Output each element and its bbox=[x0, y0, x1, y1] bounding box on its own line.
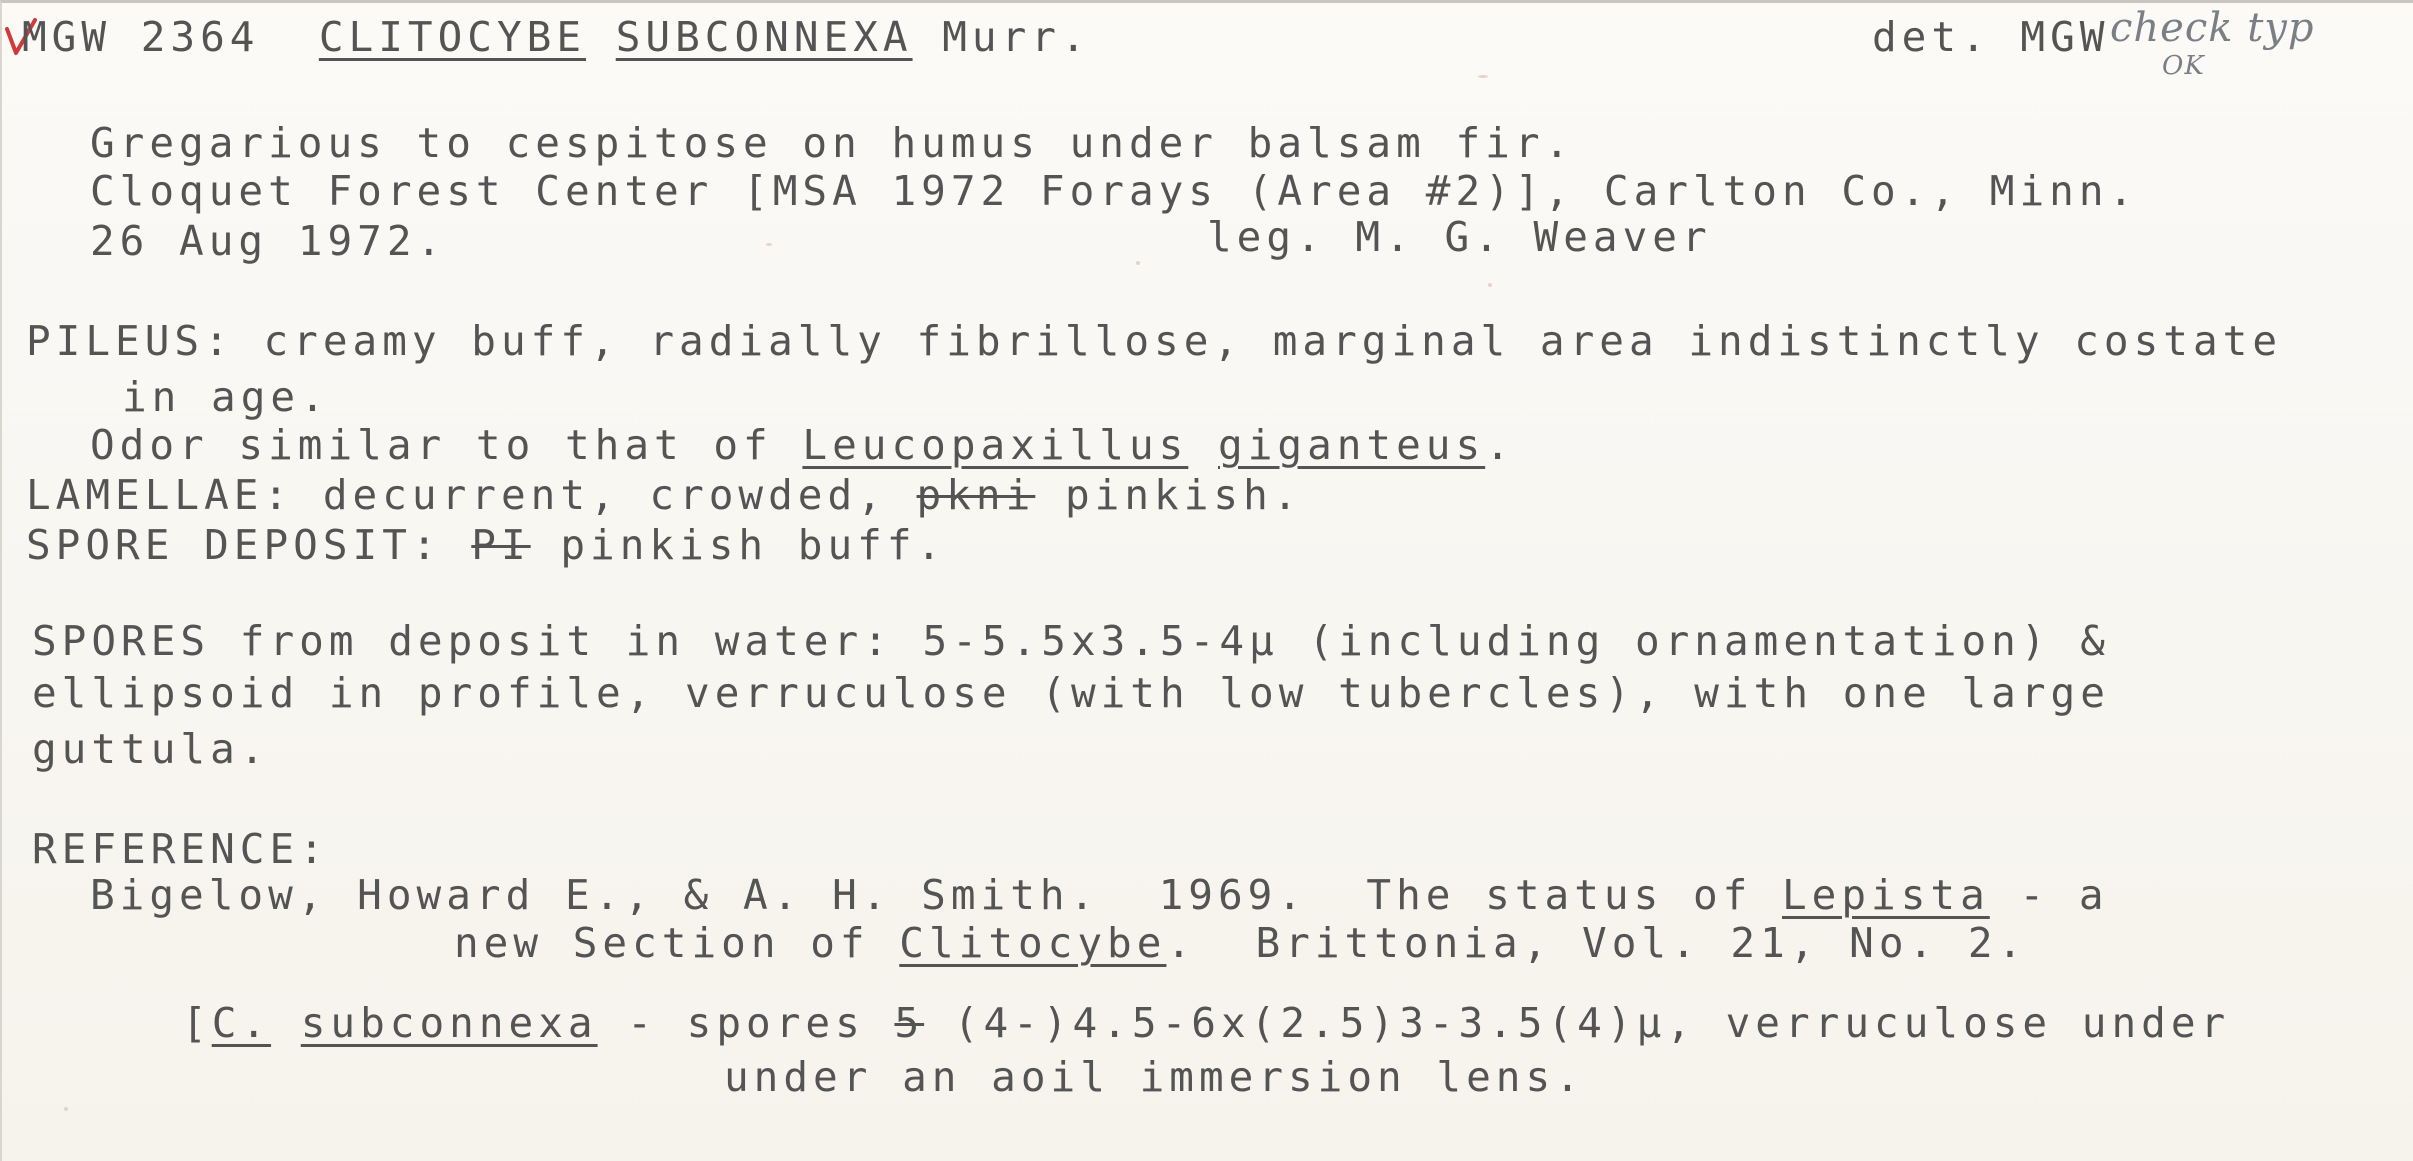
pileus-text: creamy buff, radially fibrillose, marginal area indistinctly costate bbox=[263, 317, 2283, 365]
note-line-2: under an aoil immersion lens. bbox=[724, 1053, 1585, 1101]
header-line bbox=[22, 13, 1091, 61]
odor-suffix: . bbox=[1485, 421, 1515, 469]
pileus-line bbox=[26, 317, 2283, 365]
odor-genus: Leucopaxillus bbox=[802, 421, 1189, 469]
paper-speck bbox=[1478, 75, 1488, 78]
reference-line-2-post: . Brittonia, Vol. 21, No. 2. bbox=[1166, 919, 2028, 967]
spore-deposit-struck: PI bbox=[471, 521, 531, 569]
genus-name: CLITOCYBE bbox=[318, 13, 587, 61]
spores-line-2: ellipsoid in profile, verruculose (with low tubercles), with one large bbox=[32, 669, 2110, 717]
lamellae-text2: pinkish. bbox=[1064, 471, 1303, 519]
reference-line-1 bbox=[90, 871, 2109, 919]
species-name: SUBCONNEXA bbox=[615, 13, 913, 61]
author-name: Murr. bbox=[942, 13, 1091, 61]
pencil-annotation: check typ bbox=[2110, 5, 2315, 51]
spores-line-3: guttula. bbox=[32, 725, 270, 773]
pencil-annotation-ok: OK bbox=[2162, 51, 2205, 81]
accession-number: MGW 2364 bbox=[22, 13, 260, 61]
reference-line-2-pre: new Section of bbox=[454, 919, 870, 967]
reference-genus-clitocybe: Clitocybe bbox=[899, 919, 1167, 967]
lamellae-label: LAMELLAE: bbox=[26, 471, 294, 519]
determiner: det. MGW bbox=[1872, 13, 2110, 61]
habitat-line: Gregarious to cespitose on humus under balsam fir. bbox=[90, 119, 1575, 167]
spore-deposit-text: pinkish buff. bbox=[560, 521, 947, 569]
paper-speck bbox=[1488, 283, 1492, 287]
lamellae-text: decurrent, crowded, bbox=[322, 471, 887, 519]
spore-deposit-label: SPORE DEPOSIT: bbox=[26, 521, 442, 569]
note-line-1 bbox=[182, 999, 2231, 1047]
locality-line: Cloquet Forest Center [MSA 1972 Forays (Area #2)], Carlton Co., Minn. bbox=[90, 167, 2139, 215]
spore-deposit-line bbox=[26, 521, 947, 569]
note-text2: (4-)4.5-6x(2.5)3-3.5(4)µ, verruculose under bbox=[924, 999, 2231, 1047]
lamellae-line bbox=[26, 471, 1303, 519]
pileus-continuation: in age. bbox=[122, 373, 330, 421]
odor-line bbox=[90, 421, 1515, 469]
note-genus: C. bbox=[211, 999, 272, 1047]
pileus-label: PILEUS: bbox=[26, 317, 234, 365]
note-species: subconnexa bbox=[300, 999, 598, 1047]
reference-line-1-post: - a bbox=[1989, 871, 2109, 919]
reference-genus-lepista: Lepista bbox=[1782, 871, 1990, 919]
odor-species: giganteus bbox=[1218, 421, 1486, 469]
spores-line-1: SPORES from deposit in water: 5-5.5x3.5-4µ (including ornamentation) & bbox=[32, 617, 2110, 665]
note-text: - spores bbox=[597, 999, 895, 1047]
note-struck: 5 bbox=[894, 999, 925, 1047]
paper-speck bbox=[64, 1107, 68, 1111]
paper-speck bbox=[766, 243, 772, 246]
note-bracket: [ bbox=[182, 999, 212, 1047]
reference-label: REFERENCE: bbox=[32, 825, 329, 873]
odor-prefix: Odor similar to that of bbox=[90, 421, 773, 469]
lamellae-struck: pkni bbox=[916, 471, 1036, 519]
collector: leg. M. G. Weaver bbox=[1207, 213, 1712, 261]
reference-line-2 bbox=[454, 919, 2028, 967]
paper-speck bbox=[1136, 261, 1140, 265]
collection-date: 26 Aug 1972. bbox=[90, 217, 447, 265]
reference-line-1-pre: Bigelow, Howard E., & A. H. Smith. 1969. The status of bbox=[90, 871, 1753, 919]
